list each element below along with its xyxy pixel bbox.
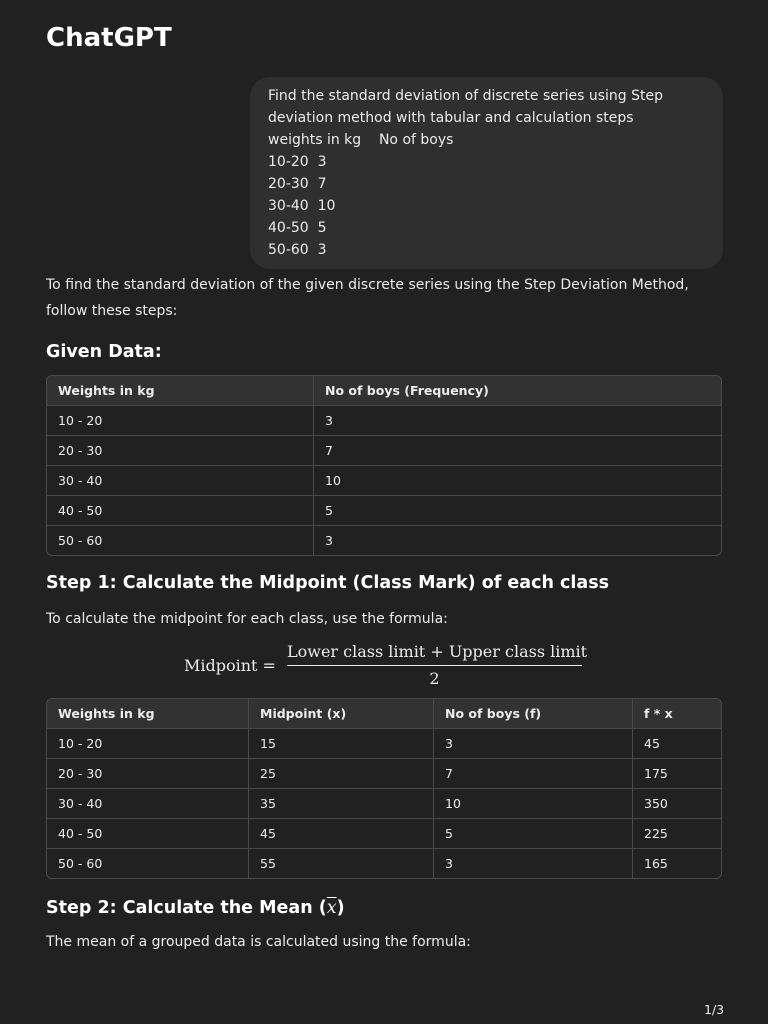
table-header-cell: f * x: [633, 699, 721, 729]
step2-heading-suffix: ): [336, 898, 345, 918]
formula-lhs: Midpoint =: [184, 656, 276, 675]
user-message-line: 10-20 3: [268, 154, 327, 170]
table-row: [47, 526, 721, 555]
table-cell: 3: [325, 533, 333, 548]
table-row: [47, 849, 721, 878]
table-cell: 5: [434, 819, 633, 849]
mean-symbol: $\overline{x}$: [326, 898, 337, 918]
table-cell: 3: [434, 849, 633, 878]
table-row: [47, 729, 721, 759]
table-row: [47, 406, 721, 436]
table-header-row: [47, 699, 721, 729]
table-row: [47, 819, 721, 849]
step1-text: To calculate the midpoint for each class, use the formula:: [46, 611, 448, 627]
user-message-line: 50-60 3: [268, 242, 327, 258]
user-message-line: Find the standard deviation of discrete series using Step: [268, 88, 664, 104]
formula-numerator: Lower class limit + Upper class limit: [287, 642, 588, 661]
table-header-cell: No of boys (Frequency): [314, 376, 721, 406]
user-message-bubble: [250, 77, 723, 269]
step2-heading-prefix: Step 2: Calculate the Mean (: [46, 898, 327, 918]
table-header-cell: Midpoint (x): [249, 699, 434, 729]
fraction-bar: [287, 665, 582, 666]
table-cell: 10: [434, 789, 633, 819]
user-message-line: 20-30 7: [268, 176, 327, 192]
table-cell: 30 - 40: [47, 466, 314, 496]
table-cell: 20 - 30: [47, 436, 314, 466]
response-intro: To find the standard deviation of the given discrete series using the Step Deviation Method, follow these steps:: [46, 277, 689, 319]
formula-fraction: [287, 641, 588, 689]
given-data-heading: Given Data:: [46, 342, 162, 362]
table-cell: 55: [249, 849, 434, 878]
table-row: [47, 759, 721, 789]
table-header-cell: Weights in kg: [47, 699, 249, 729]
midpoint-table: [46, 698, 722, 879]
step1-heading: Step 1: Calculate the Midpoint (Class Mark) of each class: [46, 573, 610, 593]
table-cell: 7: [434, 759, 633, 789]
table-cell: 10: [314, 466, 721, 496]
table-cell: 7: [314, 436, 721, 466]
step2-heading: [46, 896, 345, 920]
table-cell: 165: [644, 856, 668, 871]
table-cell: 175: [633, 759, 721, 789]
table-cell: 50 - 60: [47, 849, 249, 878]
formula-denominator: 2: [429, 669, 440, 688]
table-row: [47, 466, 721, 496]
table-cell: 40 - 50: [47, 496, 314, 526]
user-message-line: weights in kg No of boys: [268, 132, 454, 148]
table-cell: 45: [249, 819, 434, 849]
table-cell: 225: [633, 819, 721, 849]
page-indicator: 1/3: [704, 1002, 725, 1017]
user-message-line: deviation method with tabular and calculation steps: [268, 110, 634, 126]
user-message-line: 30-40 10: [268, 198, 336, 214]
table-cell: 15: [249, 729, 434, 759]
app-title: ChatGPT: [46, 23, 172, 53]
table-header-cell: No of boys (f): [434, 699, 633, 729]
table-cell: 5: [314, 496, 721, 526]
table-row: [47, 436, 721, 466]
table-header-row: [47, 376, 721, 406]
table-cell: 35: [249, 789, 434, 819]
table-cell: 10 - 20: [47, 406, 314, 436]
given-data-table: [46, 375, 722, 556]
table-cell: 50 - 60: [47, 526, 314, 555]
table-cell: 3: [434, 729, 633, 759]
table-row: [47, 789, 721, 819]
table-cell: 45: [633, 729, 721, 759]
table-cell: 350: [633, 789, 721, 819]
step2-text: The mean of a grouped data is calculated using the formula:: [46, 934, 471, 950]
table-cell: 25: [249, 759, 434, 789]
table-row: [47, 496, 721, 526]
table-header-cell: Weights in kg: [47, 376, 314, 406]
table-cell: 20 - 30: [47, 759, 249, 789]
table-cell: 30 - 40: [47, 789, 249, 819]
table-cell: 10 - 20: [47, 729, 249, 759]
table-cell: 40 - 50: [47, 819, 249, 849]
user-message-line: 40-50 5: [268, 220, 327, 236]
table-cell: 3: [314, 406, 721, 436]
